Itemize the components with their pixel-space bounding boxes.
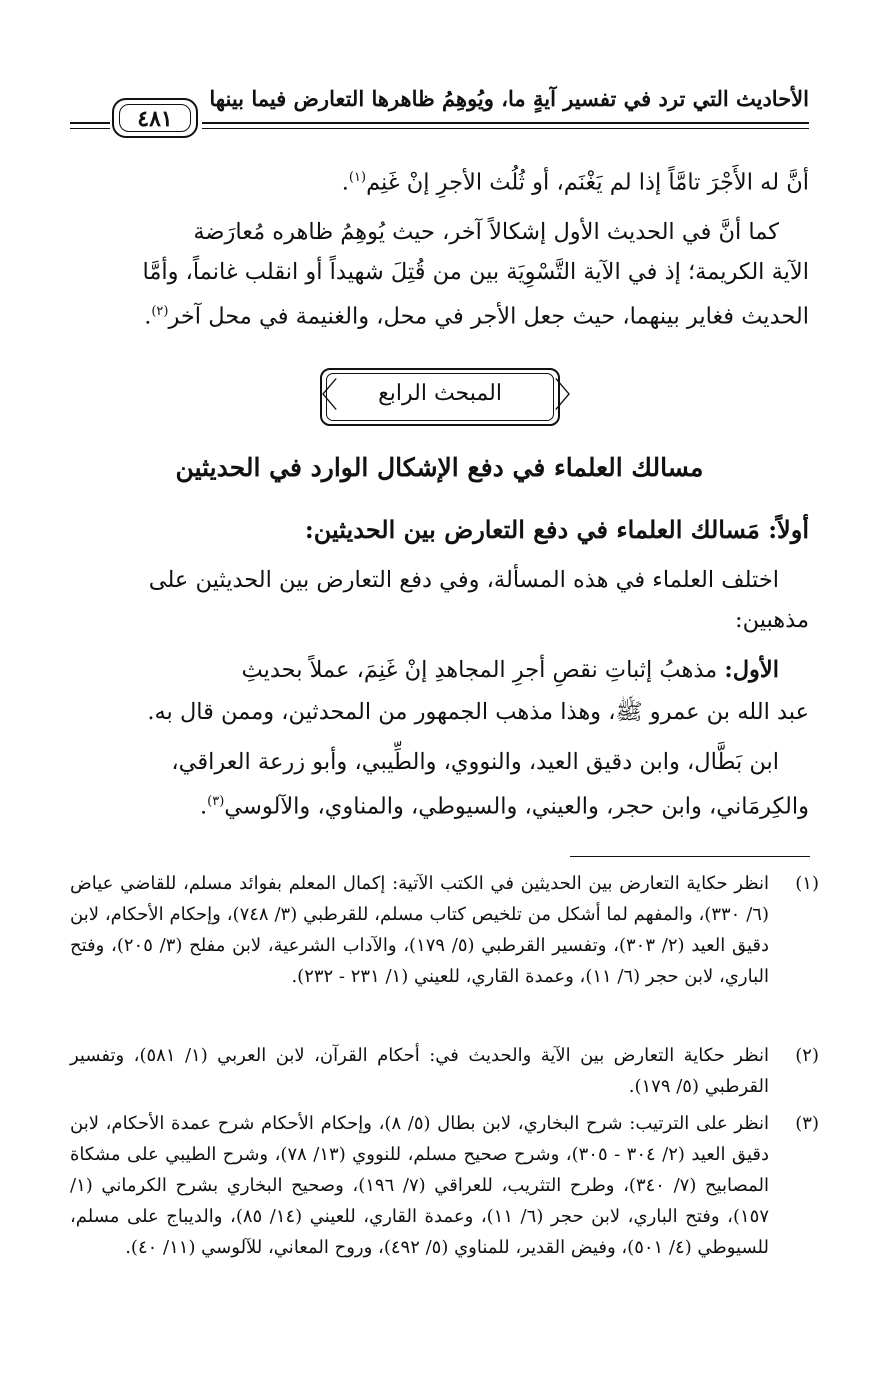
footnote-number: (٢) bbox=[795, 1045, 819, 1066]
paragraph-line: كما أنَّ في الحديث الأول إشكالاً آخر، حيث يُوهِمُ ظاهره مُعارَضة bbox=[193, 219, 779, 245]
footnote-ref: (٢) bbox=[151, 304, 169, 319]
ornament-bracket: 〈 bbox=[304, 376, 338, 416]
footnote-ref: (٣) bbox=[207, 794, 225, 809]
paragraph-line: ابن بَطَّال، وابن دقيق العيد، والنووي، والطِّيبي، وأبو زرعة العراقي، bbox=[171, 749, 779, 775]
paragraph-line-block bbox=[70, 692, 809, 732]
header-rule bbox=[202, 122, 809, 124]
paragraph-lead: الأول: bbox=[724, 657, 779, 683]
paragraph bbox=[70, 560, 809, 600]
footnote-separator bbox=[570, 856, 810, 857]
paragraph-line: اختلف العلماء في هذه المسألة، وفي دفع التعارض بين الحديثين على bbox=[148, 567, 779, 593]
header-rule bbox=[70, 128, 110, 129]
paragraph-line: الحديث فغاير بينهما، حيث جعل الأجر في محل، والغنيمة في محل آخر bbox=[168, 303, 809, 330]
footnote bbox=[70, 1040, 819, 1102]
running-header bbox=[70, 78, 809, 134]
section-heading: مسالك العلماء في دفع الإشكال الوارد في الحديثين bbox=[175, 453, 704, 482]
footnote-text: انظر على الترتيب: شرح البخاري، لابن بطال (٥/ ٨)، وإحكام الأحكام شرح عمدة الأحكام، لابن دقيق العيد (٢/ ٣٠٤ - ٣٠٥)، وشرح صحيح مسلم، للنووي (١٣/ ٧٨)، وشرح الطيبي على مشكاة المصابيح (٧/ ٣٤٠)، وطرح التثريب، للعراقي (٧/ ١٩٦)، وصحيح البخاري بشرح الكرماني (١/ ١٥٧)، وفتح الباري، لابن حجر (٦/ ١١)، وعمدة القاري، للعيني (١٤/ ٨٥)، والديباج على مسلم، للسيوطي (٤/ ٥٠١)، وفيض القدير، للمناوي (٥/ ٤٩٢)، وروح المعاني، للآلوسي (١١/ ٤٠). bbox=[70, 1113, 769, 1258]
section-ornament-box bbox=[302, 368, 588, 426]
paragraph-line: الآية الكريمة؛ إذ في الآية التَّسْوِيَة بين من قُتِلَ شهيداً أو انقلب غانماً، وأمَّا bbox=[142, 259, 809, 285]
footnote bbox=[70, 868, 819, 992]
paragraph-line-block: والكِرمَاني، وابن حجر، والعيني، والسيوطي، والمناوي، والآلوسي$^{(٣)}$. bbox=[199, 793, 809, 820]
footnote-ref: (١) bbox=[348, 170, 367, 185]
subheading: أولاً: مَسالك العلماء في دفع التعارض بين الحديثين: bbox=[304, 515, 809, 544]
header-rule bbox=[70, 122, 110, 124]
ornament-bracket: 〉 bbox=[554, 376, 588, 416]
paragraph bbox=[70, 650, 809, 690]
footnote bbox=[70, 1108, 819, 1263]
header-rule bbox=[202, 128, 809, 129]
footnote-text: انظر حكاية التعارض بين الآية والحديث في: أحكام القرآن، لابن العربي (١/ ٥٨١)، وتفسير القرطبي (٥/ ١٧٩). bbox=[70, 1045, 769, 1097]
page-number-frame bbox=[112, 98, 198, 138]
paragraph-line-block bbox=[70, 600, 809, 640]
paragraph-line: مذهبُ إثباتِ نقصِ أجرِ المجاهدِ إنْ غَنِمَ، عملاً بحديثِ bbox=[241, 657, 718, 683]
footnote-text: انظر حكاية التعارض بين الحديثين في الكتب الآتية: إكمال المعلم بفوائد مسلم، للقاضي عياض (٦/ ٣٣٠)، والمفهم لما أشكل من تلخيص كتاب مسلم، للقرطبي (٣/ ٧٤٨)، وإحكام الأحكام، لابن دقيق العيد (٢/ ٣٠٣)، وتفسير القرطبي (٥/ ١٧٩)، والآداب الشرعية، لابن مفلح (٣/ ٢٠٥)، وفتح الباري، لابن حجر (٦/ ١١)، وعمدة القاري، للعيني (١/ ٢٣١ - ٢٣٢). bbox=[70, 873, 770, 987]
section-label: المبحث الرابع bbox=[378, 381, 502, 406]
paragraph-line-block bbox=[70, 252, 809, 292]
paragraph: أنَّ له الأَجْرَ تامَّاً إذا لم يَغْنَم، أو ثُلُث الأجرِ إنْ غَنِم$^{(١)}$. bbox=[341, 169, 809, 196]
paragraph bbox=[70, 742, 809, 782]
page-number: ٤٨١ bbox=[119, 104, 191, 132]
paragraph-line-block: الحديث فغاير بينهما، حيث جعل الأجر في محل، والغنيمة في محل آخر$^{(٢)}$. bbox=[144, 303, 809, 330]
footnote-number: (١) bbox=[795, 873, 819, 894]
paragraph-line: والكِرمَاني، وابن حجر، والعيني، والسيوطي، والمناوي، والآلوسي bbox=[224, 793, 809, 820]
paragraph-text: أنَّ له الأَجْرَ تامَّاً إذا لم يَغْنَم، أو ثُلُث الأجرِ إنْ غَنِم bbox=[366, 169, 809, 196]
paragraph bbox=[70, 212, 809, 252]
header-title: الأحاديث التي ترد في تفسير آيةٍ ما، ويُوهِمُ ظاهرها التعارض فيما بينها bbox=[209, 86, 809, 111]
footnote-number: (٣) bbox=[795, 1113, 819, 1134]
paragraph-line: عبد الله بن عمرو ﷺ، وهذا مذهب الجمهور من المحدثين، وممن قال به. bbox=[147, 699, 809, 725]
paragraph-line: مذهبين: bbox=[734, 607, 809, 633]
